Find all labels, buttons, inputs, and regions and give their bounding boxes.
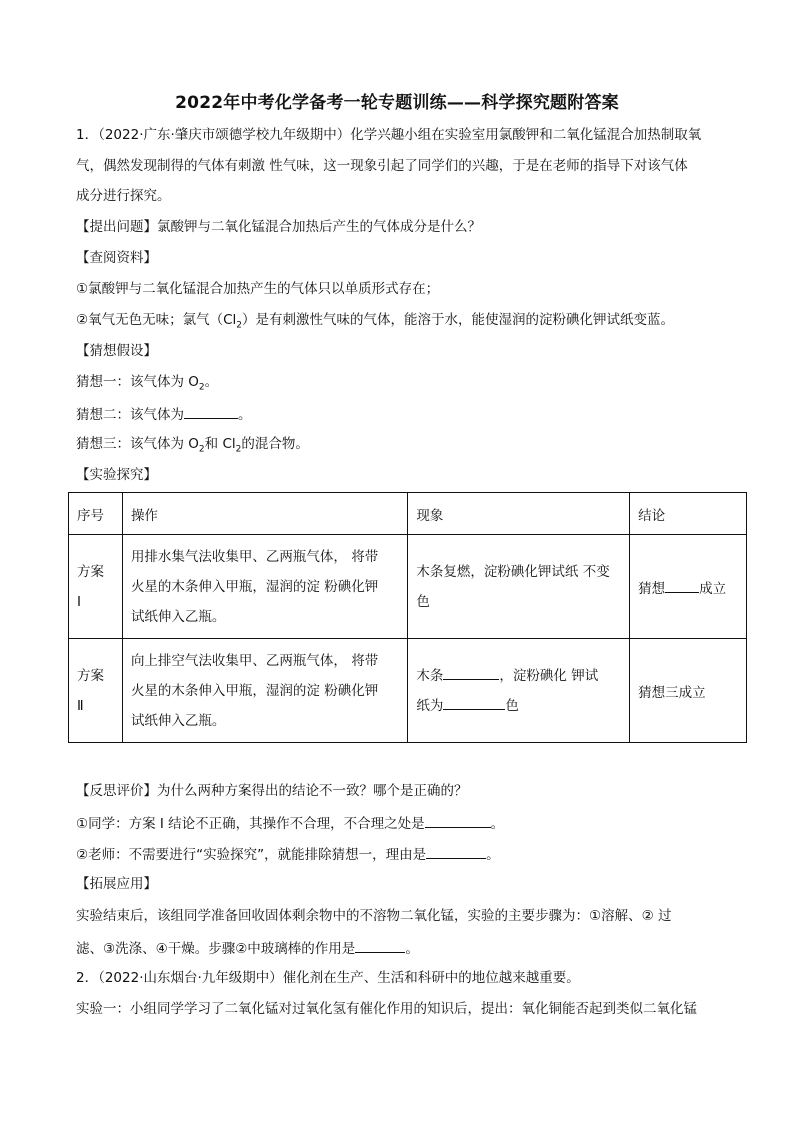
question-heading: 【提出问题】 xyxy=(76,219,157,235)
hypothesis-2: 猜想二：该气体为 。 xyxy=(76,407,252,423)
plan-cell: 方案 Ⅱ xyxy=(69,639,123,743)
table-header-row xyxy=(69,493,747,535)
answer-blank[interactable] xyxy=(443,696,505,710)
header-cell-number: 序号 xyxy=(69,493,123,535)
operation-cell: 用排水集气法收集甲、乙两瓶气体， 将带 火星的木条伸入甲瓶，湿润的淀 粉碘化钾 试纸伸入乙瓶。 xyxy=(122,535,407,639)
info-item-1: ①氯酸钾与二氧化锰混合加热产生的气体只以单质形式存在； xyxy=(76,281,440,297)
question-paragraph xyxy=(76,219,748,235)
operation-cell: 向上排空气法收集甲、乙两瓶气体， 将带 火星的木条伸入甲瓶，湿润的淀 粉碘化钾 试纸伸入乙瓶。 xyxy=(122,639,407,743)
q1-intro-line1: 1．（2022·广东·肇庆市颂德学校九年级期中）化学兴趣小组在实验室用氯酸钾和二氧化锰混合加热制取氧 xyxy=(76,127,702,143)
extension-line1: 实验结束后，该组同学准备回收固体剩余物中的不溶物二氧化锰，实验的主要步骤为：①溶解、② 过 xyxy=(76,908,672,924)
reflection-heading: 【反思评价】 xyxy=(76,783,157,799)
table-row xyxy=(69,535,747,639)
header-cell-conclusion: 结论 xyxy=(630,493,747,535)
q2-line2: 实验一：小组同学学习了二氧化锰对过氧化氢有催化作用的知识后，提出：氧化铜能否起到类似二氧化锰 xyxy=(76,1001,697,1017)
reflection-1: ①同学：方案 I 结论不正确，其操作不合理，不合理之处是 。 xyxy=(76,816,505,832)
answer-blank[interactable] xyxy=(184,405,238,419)
header-cell-phenomenon: 现象 xyxy=(408,493,630,535)
q2-line1: 2．（2022·山东烟台·九年级期中）催化剂在生产、生活和科研中的地位越来越重要。 xyxy=(76,970,580,986)
q1-intro-line3: 成分进行探究。 xyxy=(76,188,171,204)
answer-blank[interactable] xyxy=(443,666,499,680)
reflection-paragraph: 【反思评价】为什么两种方案得出的结论不一致？哪个是正确的？ xyxy=(76,783,468,799)
plan-cell: 方案 Ⅰ xyxy=(69,535,123,639)
phenomenon-cell: 木条复燃，淀粉碘化钾试纸 不变 色 xyxy=(408,535,630,639)
info-item-2: ②氧气无色无味；氯气$(Cl_2)$是有刺激性气味的气体，能溶于水，能使湿润的淀粉碘化钾试纸变蓝。 xyxy=(76,312,675,331)
hypothesis-1: 猜想一：该气体为 $O_2$。 xyxy=(76,374,219,393)
extension-heading: 【拓展应用】 xyxy=(76,876,157,892)
experiment-table xyxy=(68,492,747,743)
page-title: 2022年中考化学备考一轮专题训练——科学探究题附答案 xyxy=(175,93,619,113)
conclusion-cell: 猜想三成立 xyxy=(630,639,747,743)
table-row xyxy=(69,639,747,743)
hypothesis-heading: 【猜想假设】 xyxy=(76,343,157,359)
info-heading: 【查阅资料】 xyxy=(76,250,157,266)
q1-intro-line2: 气，偶然发现制得的气体有刺激 性气味，这一现象引起了同学们的兴趣，于是在老师的指导下对该气体 xyxy=(76,158,688,174)
conclusion-cell: 猜想 成立 xyxy=(630,535,747,639)
answer-blank[interactable] xyxy=(425,814,491,828)
answer-blank[interactable] xyxy=(665,579,699,593)
answer-blank[interactable] xyxy=(355,939,405,953)
phenomenon-cell: 木条 ，淀粉碘化 钾试 纸为 色 xyxy=(408,639,630,743)
header-cell-operation: 操作 xyxy=(122,493,407,535)
reflection-2: ②老师：不需要进行“实验探究”，就能排除猜想一，理由是 。 xyxy=(76,847,500,863)
extension-line2: 滤、③洗涤、④干燥。步骤②中玻璃棒的作用是 。 xyxy=(76,941,419,957)
experiment-heading: 【实验探究】 xyxy=(76,467,157,483)
question-text: 氯酸钾与二氧化锰混合加热后产生的气体成分是什么？ xyxy=(157,219,481,235)
answer-blank[interactable] xyxy=(426,845,486,859)
hypothesis-3: 猜想三：该气体为 $O_2$和 $Cl_2$的混合物。 xyxy=(76,436,309,455)
